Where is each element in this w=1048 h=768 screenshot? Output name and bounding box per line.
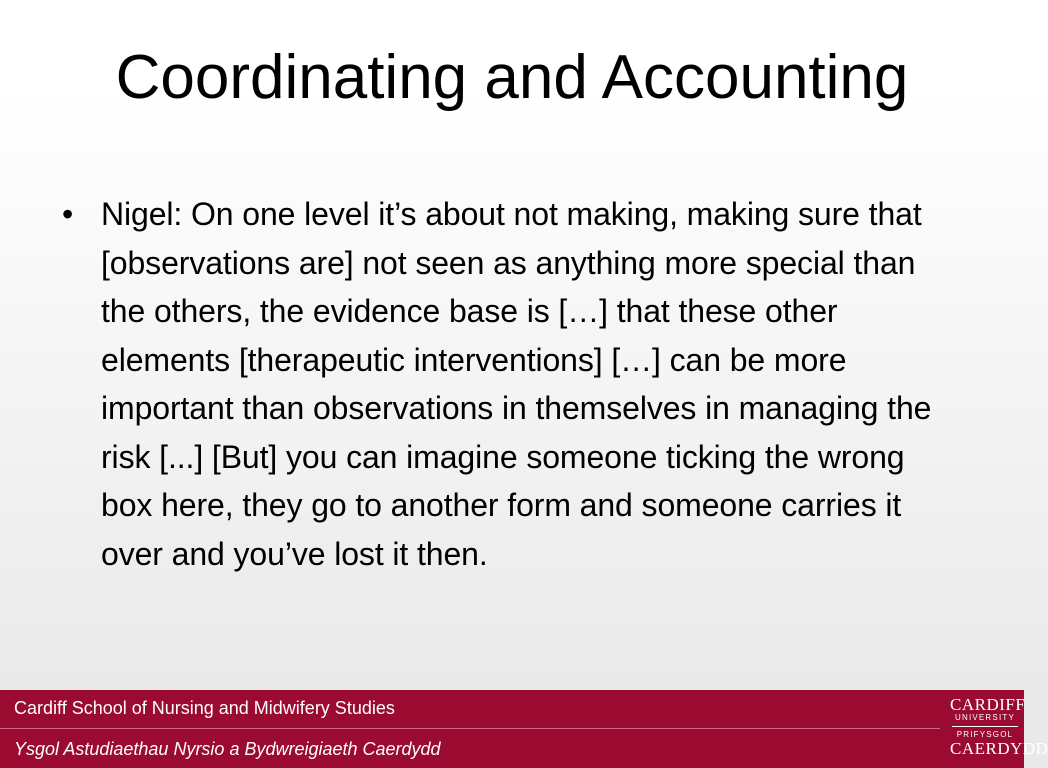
footer-school-name-welsh: Ysgol Astudiaethau Nyrsio a Bydwreigiaeth Caerdydd [14, 739, 441, 759]
footer-school-name-english: Cardiff School of Nursing and Midwifery Studies [14, 698, 395, 718]
logo-caerdydd-text: CAERDYDD [950, 739, 1048, 758]
logo-cardiff-text: CARDIFF [950, 695, 1026, 714]
cardiff-university-logo [950, 695, 1048, 764]
logo-prifysgol-text: PRIFYSGOL [956, 730, 1014, 739]
bullet-list [62, 190, 962, 578]
bullet-text: Nigel: On one level it’s about not making, making sure that [observations are] not seen as anything more special than the others, the evidence base is […] that these other elements [therapeutic interventions] […] can be more important than observations in themselves in managing the risk [...] [But] you can imagine someone ticking the wrong box here, they go to another form and someone carries it over and you’ve lost it then. [101, 196, 932, 572]
logo-rule [952, 726, 1018, 727]
bullet-icon: • [62, 196, 74, 232]
footer-bar [0, 690, 1048, 768]
bullet-item [62, 190, 962, 578]
footer-divider [0, 728, 940, 729]
logo-university-text: UNIVERSITY [954, 713, 1015, 722]
slide-title: Coordinating and Accounting [115, 43, 909, 112]
